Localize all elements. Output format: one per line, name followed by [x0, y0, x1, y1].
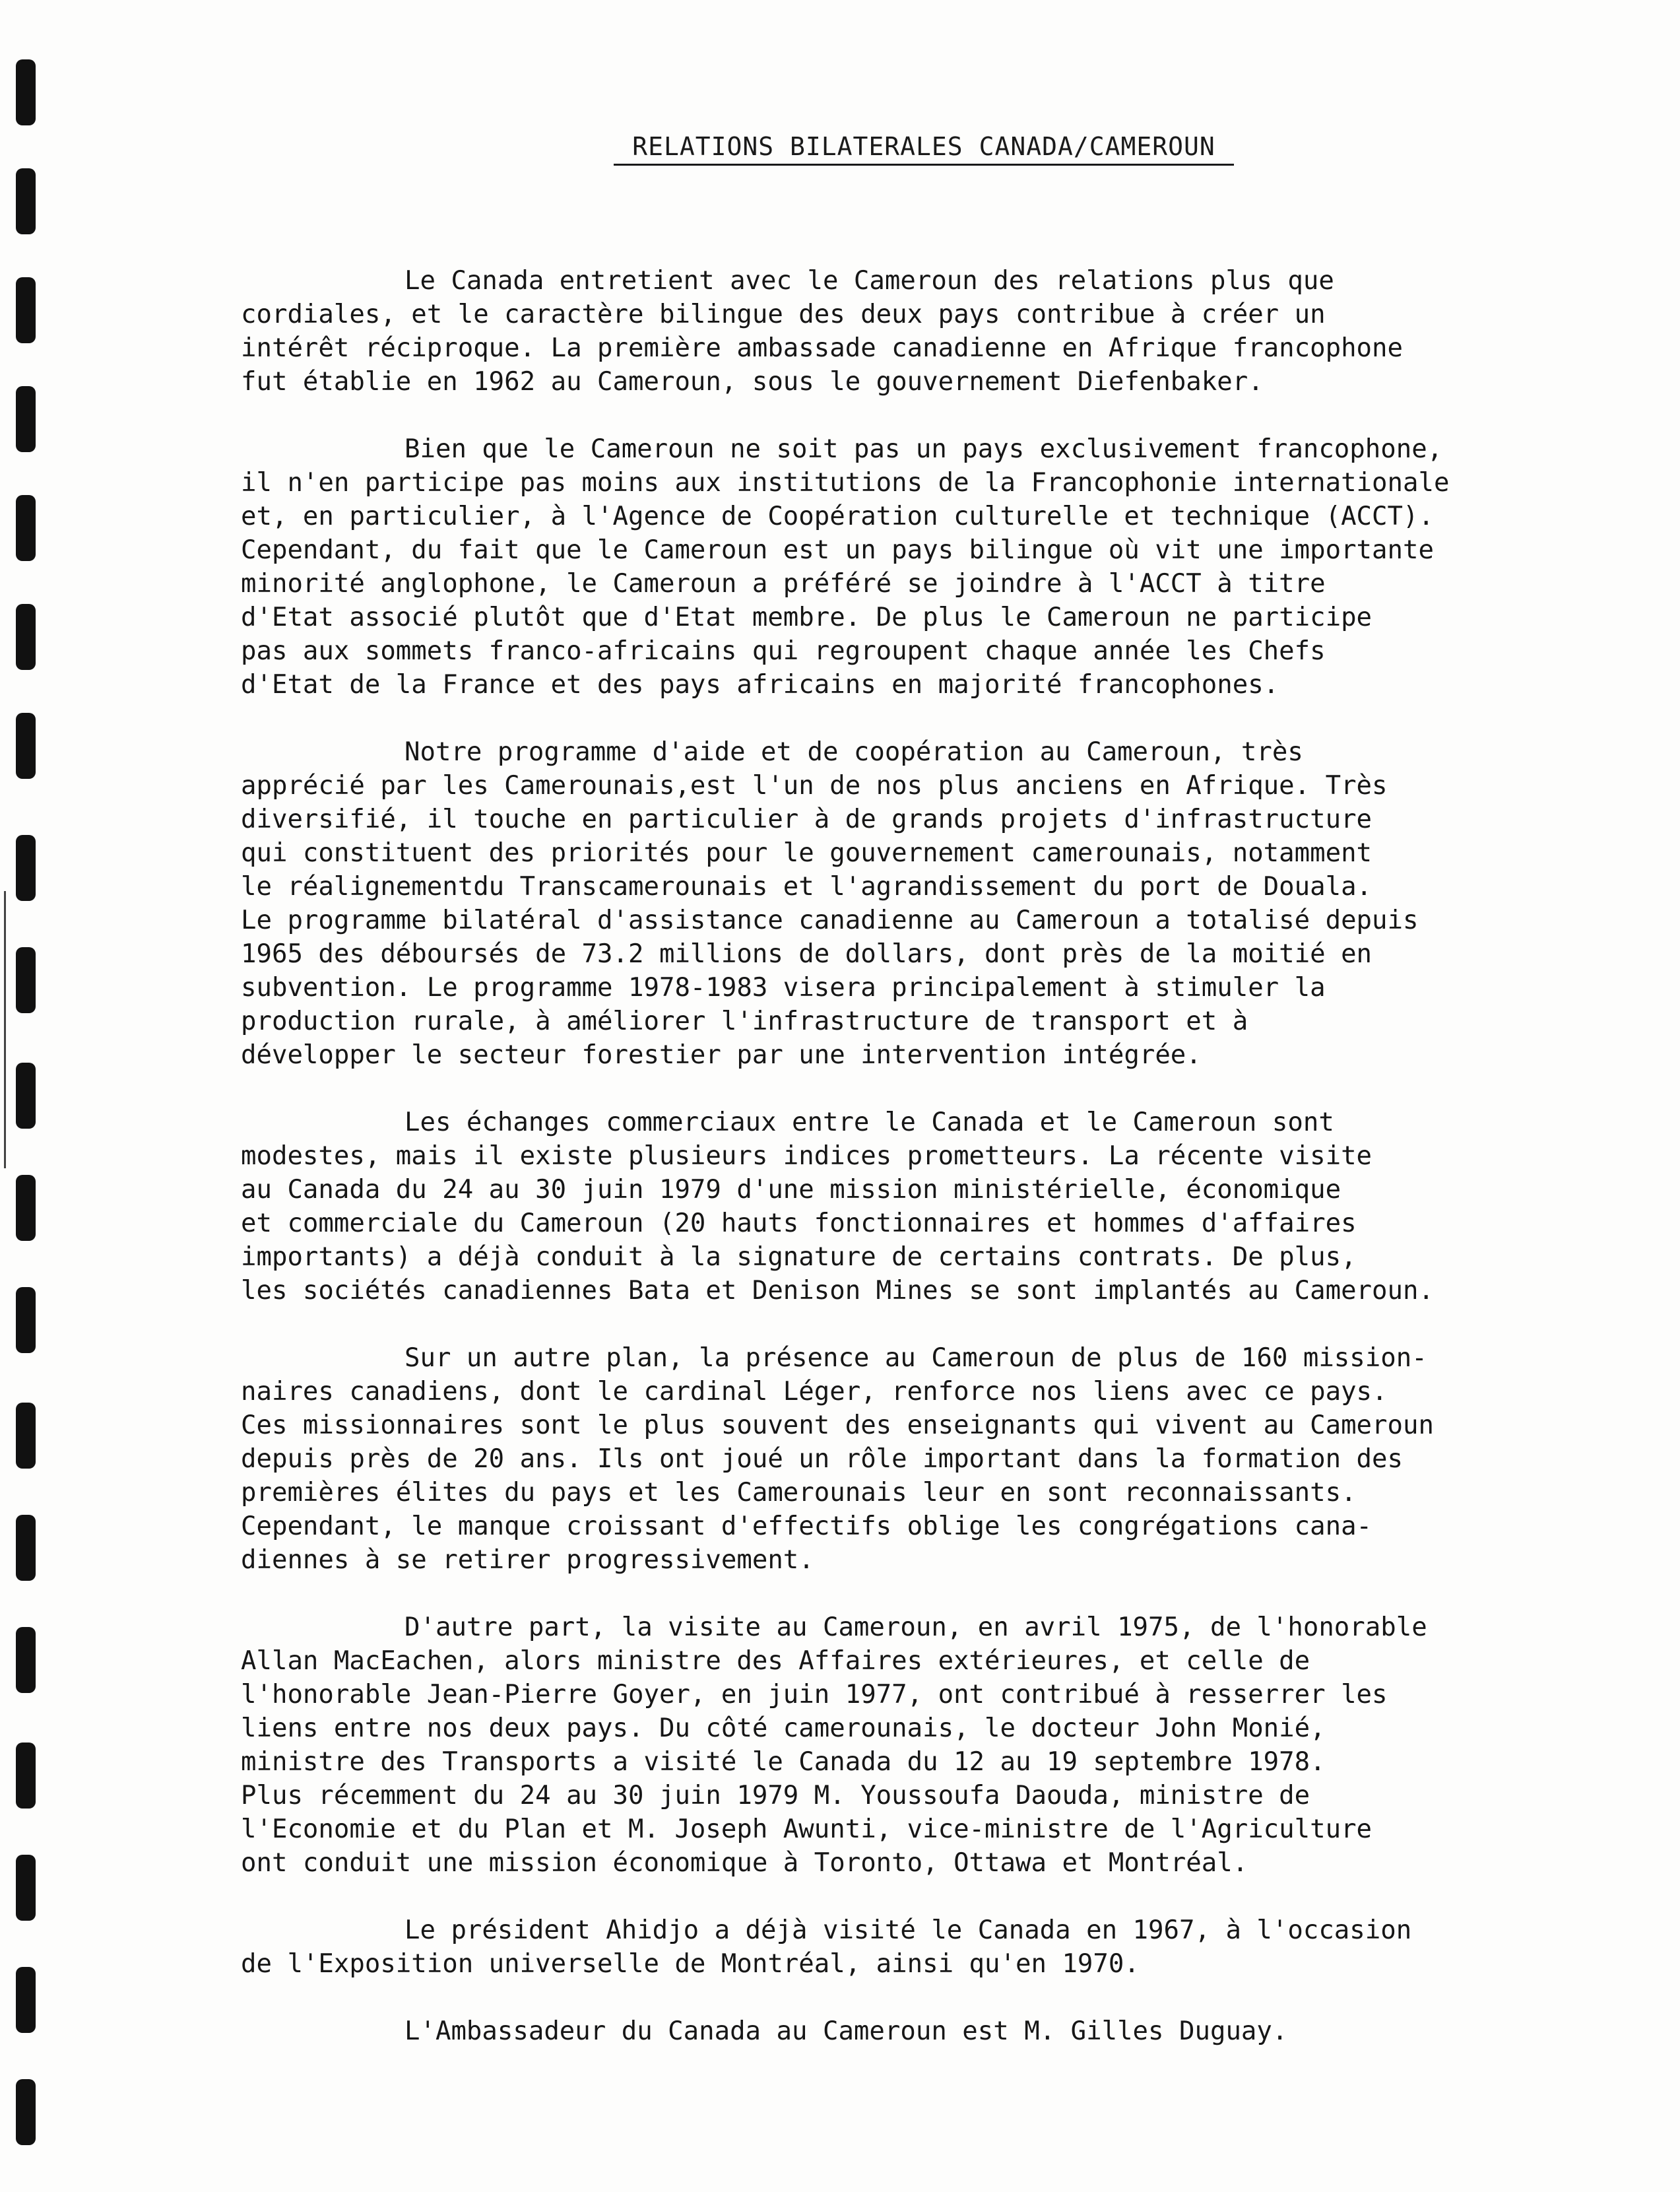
paragraph-text: L'Ambassadeur du Canada au Cameroun est M. Gilles Duguay.: [404, 2016, 1288, 2046]
binding-hole: [16, 1743, 36, 1809]
binding-hole: [16, 1855, 36, 1921]
paragraph-text: Sur un autre plan, la présence au Cameroun de plus de 160 mission- naires canadiens, dont le cardinal Léger, renforce nos liens avec ce pays. Ces missionnaires sont le plus souvent des enseignants qui vivent au Cameroun depuis près de 20 ans. Ils ont joué un rôle important dans la formation des premières élites du pays et les Camerounais leur en sont reconnaissants. Cependant, le manque croissant d'effectifs oblige les congrégations cana- diennes à se retirer progressivement.: [241, 1343, 1434, 1575]
paragraph-text: D'autre part, la visite au Cameroun, en avril 1975, de l'honorable Allan MacEachen, alors ministre des Affaires extérieures, et celle de l'honorable Jean-Pierre Goyer, en juin 1977, ont contribué à resserrer les liens entre nos deux pays. Du côté camerounais, le docteur John Monié, ministre des Transports a visité le Canada du 12 au 19 septembre 1978. Plus récemment du 24 au 30 juin 1979 M. Youssoufa Daouda, ministre de l'Economie et du Plan et M. Joseph Awunti, vice-ministre de l'Agriculture ont conduit une mission économique à Toronto, Ottawa et Montréal.: [241, 1612, 1427, 1878]
binding-hole: [16, 947, 36, 1013]
binding-hole: [16, 1175, 36, 1241]
paragraph: [241, 1913, 1567, 1981]
binding-hole: [16, 59, 36, 125]
scan-edge-line: [4, 891, 6, 1168]
paragraph-text: Bien que le Cameroun ne soit pas un pays exclusivement francophone, il n'en participe pas moins aux institutions de la Francophonie internationale et, en particulier, à l'Agence de Coopération culturelle et technique (ACCT). Cependant, du fait que le Cameroun est un pays bilingue où vit une importante minorité anglophone, le Cameroun a préféré se joindre à l'ACCT à titre d'Etat associé plutôt que d'Etat membre. De plus le Cameroun ne participe pas aux sommets franco-africains qui regroupent chaque année les Chefs d'Etat de la France et des pays africains en majorité francophones.: [241, 434, 1450, 700]
paragraph: [241, 432, 1567, 702]
binding-hole: [16, 604, 36, 670]
binding-hole: [16, 1287, 36, 1353]
binding-hole: [16, 386, 36, 452]
paragraph-text: Le président Ahidjo a déjà visité le Canada en 1967, à l'occasion de l'Exposition universelle de Montréal, ainsi qu'en 1970.: [241, 1915, 1412, 1979]
binding-hole: [16, 1403, 36, 1469]
binding-hole: [16, 1063, 36, 1129]
binding-hole: [16, 835, 36, 901]
paragraph: [241, 264, 1567, 399]
paragraph: [241, 2014, 1567, 2048]
document-title: RELATIONS BILATERALES CANADA/CAMEROUN: [614, 132, 1234, 166]
paragraph-text: Notre programme d'aide et de coopération au Cameroun, très apprécié par les Camerounais,est l'un de nos plus anciens en Afrique. Très diversifié, il touche en particulier à de grands projets d'infrastructure qui constituent des priorités pour le gouvernement camerounais, notamment le réalignementdu Transcamerounais et l'agrandissement du port de Douala. Le programme bilatéral d'assistance canadienne au Cameroun a totalisé depuis 1965 des déboursés de 73.2 millions de dollars, dont près de la moitié en subvention. Le programme 1978-1983 visera principalement à stimuler la production rurale, à améliorer l'infrastructure de transport et à développer le secteur forestier par une intervention intégrée.: [241, 737, 1419, 1070]
paragraph-text: Le Canada entretient avec le Cameroun des relations plus que cordiales, et le caractère bilingue des deux pays contribue à créer un intérêt réciproque. La première ambassade canadienne en Afrique francophone fut établie en 1962 au Cameroun, sous le gouvernement Diefenbaker.: [241, 266, 1403, 397]
paragraph: [241, 1341, 1567, 1577]
binding-hole: [16, 168, 36, 234]
paragraph: [241, 1106, 1567, 1308]
binding-hole: [16, 495, 36, 561]
binding-hole: [16, 1627, 36, 1693]
paragraph: [241, 735, 1567, 1072]
binding-hole: [16, 1515, 36, 1581]
binding-hole: [16, 277, 36, 343]
binding-hole: [16, 713, 36, 779]
binding-hole: [16, 2079, 36, 2145]
paragraph: [241, 1611, 1567, 1880]
paragraph-text: Les échanges commerciaux entre le Canada et le Cameroun sont modestes, mais il existe plusieurs indices prometteurs. La récente visite au Canada du 24 au 30 juin 1979 d'une mission ministérielle, économique et commerciale du Cameroun (20 hauts fonctionnaires et hommes d'affaires importants) a déjà conduit à la signature de certains contrats. De plus, les sociétés canadiennes Bata et Denison Mines se sont implantés au Cameroun.: [241, 1108, 1434, 1306]
document-body: [241, 264, 1567, 2082]
binding-hole: [16, 1967, 36, 2033]
